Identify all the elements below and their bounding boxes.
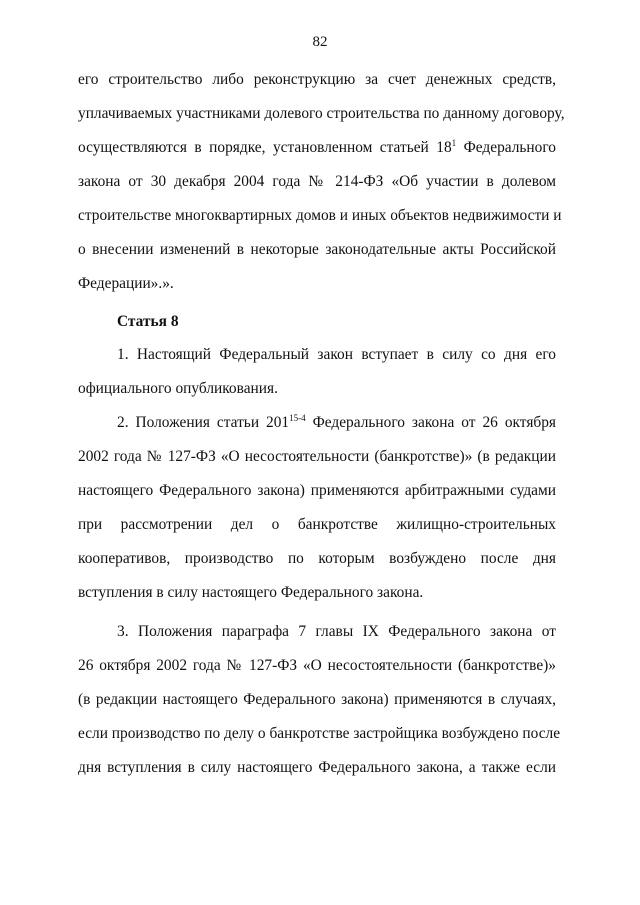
text-line: 2002 года № 127-ФЗ «О несостоятельности (банкротстве)» (в редакции xyxy=(78,448,556,465)
text-line: настоящего Федерального закона) применяются арбитражными судами xyxy=(78,482,556,499)
superscript: 1 xyxy=(451,138,457,148)
text-line: уплачиваемых участниками долевого строительства по данному договору, xyxy=(78,105,565,122)
text-line: закона от 30 декабря 2004 года № 214-ФЗ «Об участии в долевом xyxy=(78,173,556,190)
text-line: дня вступления в силу настоящего Федерального закона, а также если xyxy=(78,759,556,776)
text-line: 26 октября 2002 года № 127-ФЗ «О несостоятельности (банкротстве)» xyxy=(78,657,556,674)
text-line: вступления в силу настоящего Федерального закона. xyxy=(78,584,424,601)
article-heading: Статья 8 xyxy=(117,313,179,330)
text-line xyxy=(78,139,556,157)
text-line: 3. Положения параграфа 7 главы IX Федерального закона от xyxy=(117,623,556,640)
text-line: при рассмотрении дел о банкротстве жилищно-строительных xyxy=(78,516,556,533)
text-line: если производство по делу о банкротстве застройщика возбуждено после xyxy=(78,725,561,742)
text-line: о внесении изменений в некоторые законодательные акты Российской xyxy=(78,241,556,258)
text-line: кооперативов, производство по которым возбуждено после дня xyxy=(78,550,556,567)
page-number: 82 xyxy=(312,34,328,50)
text-fragment: осуществляются в порядке, установленном статьей 18 xyxy=(78,139,452,156)
text-fragment: 2. Положения статьи 201 xyxy=(117,414,290,431)
text-line: официального опубликования. xyxy=(78,380,278,397)
text-line: его строительство либо реконструкцию за счет денежных средств, xyxy=(78,71,556,88)
text-fragment: Федерального xyxy=(456,139,556,156)
text-line: Федерации».». xyxy=(78,275,174,292)
text-line xyxy=(117,414,556,432)
text-line: (в редакции настоящего Федерального закона) применяются в случаях, xyxy=(78,691,556,708)
text-fragment: Федерального закона от 26 октября xyxy=(305,414,556,431)
text-line: 1. Настоящий Федеральный закон вступает в силу со дня его xyxy=(117,346,556,363)
text-line: строительстве многоквартирных домов и иных объектов недвижимости и xyxy=(78,207,562,224)
superscript: 15-4 xyxy=(289,413,306,423)
